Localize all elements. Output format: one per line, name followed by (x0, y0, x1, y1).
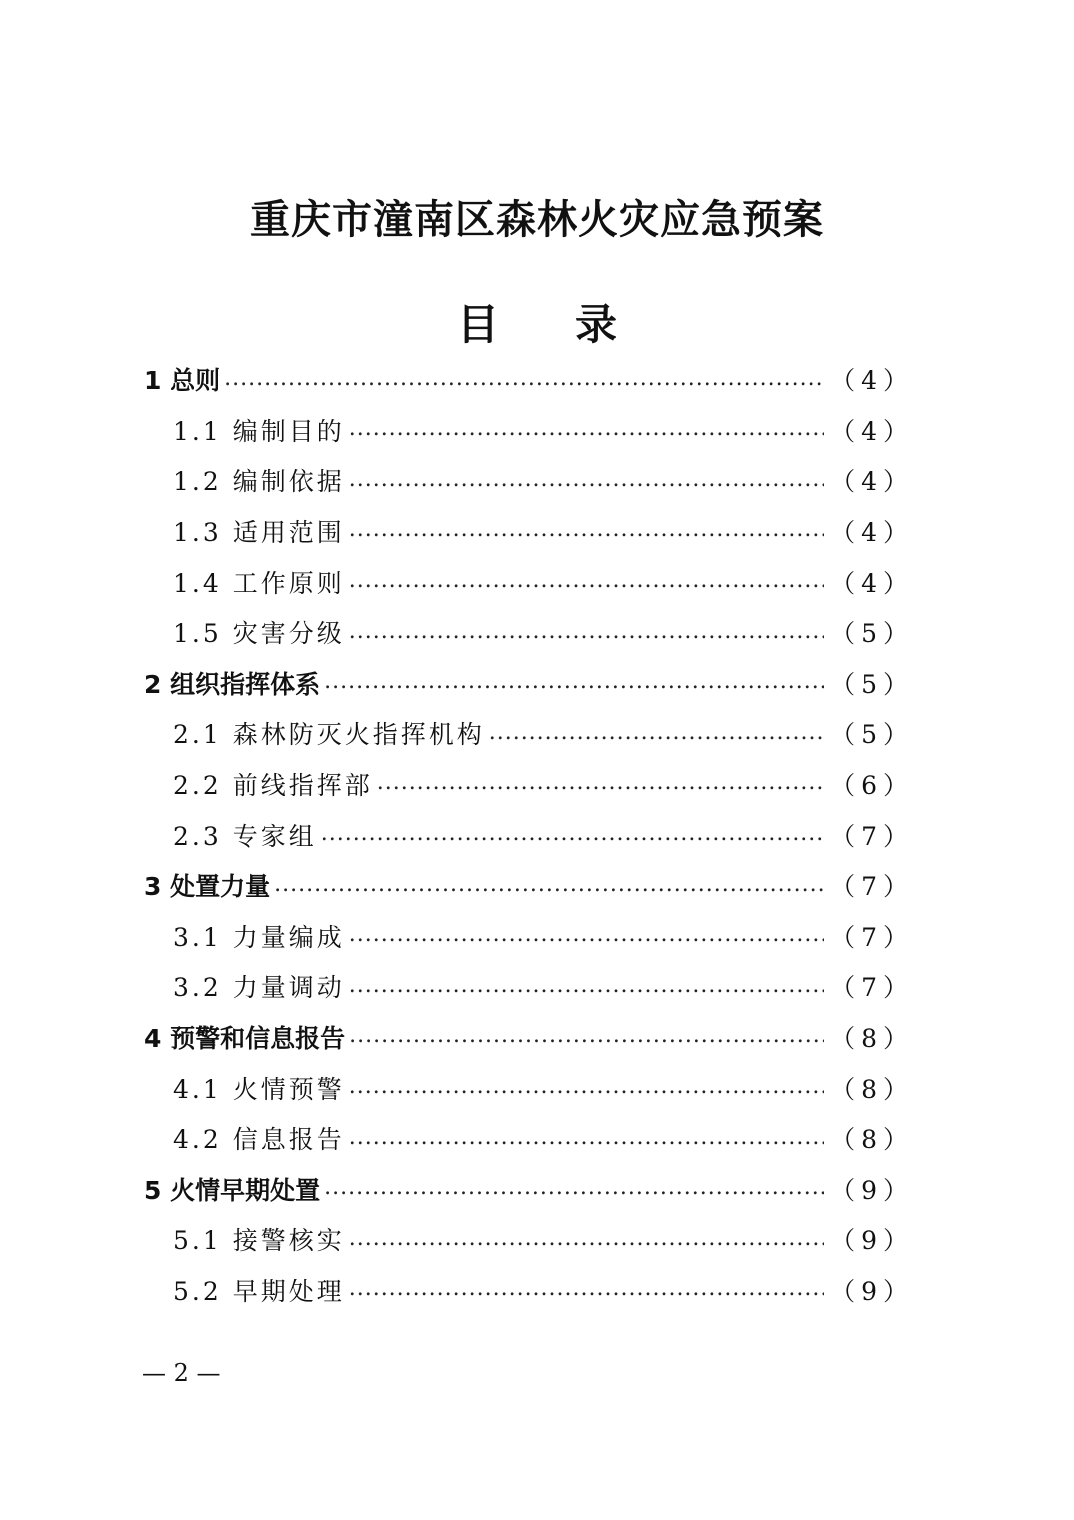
toc-heading (0, 296, 1074, 354)
toc-chapter-entry[interactable] (0, 860, 1074, 911)
toc-section-entry[interactable] (0, 1265, 1074, 1316)
toc-entry-page: （8） (824, 1012, 914, 1063)
toc-chapter-entry[interactable] (0, 658, 1074, 709)
toc-entry-page: （4） (824, 506, 914, 557)
toc-section-entry[interactable] (0, 455, 1074, 506)
toc-entry-page: （4） (824, 455, 914, 506)
toc-entry-label: 5.1 接警核实 (173, 1226, 345, 1256)
page-number-footer: — 2 — (142, 1359, 221, 1387)
toc-section-entry[interactable] (0, 1214, 1074, 1265)
toc-entry-label: 2.3 专家组 (173, 821, 317, 851)
toc-entry-label: 1.1 编制目的 (173, 416, 345, 446)
toc-entry-page: （7） (824, 911, 914, 962)
toc-entry-page: （5） (824, 658, 914, 709)
toc-entry-label: 3.1 力量编成 (173, 922, 345, 952)
toc-section-entry[interactable] (0, 556, 1074, 607)
toc-entry-label: 1.3 适用范围 (173, 518, 345, 548)
toc-chapter-entry[interactable] (0, 1012, 1074, 1063)
toc-chapter-entry[interactable] (0, 354, 1074, 405)
toc-section-entry[interactable] (0, 405, 1074, 456)
toc-entry-page: （9） (824, 1214, 914, 1265)
toc-section-entry[interactable] (0, 506, 1074, 557)
toc-dot-leader (324, 1175, 910, 1214)
toc-entry-label: 1.5 灾害分级 (173, 619, 345, 649)
toc-entry-page: （7） (824, 809, 914, 860)
table-of-contents (0, 354, 1074, 1315)
toc-entry-page: （4） (824, 405, 914, 456)
toc-entry-page: （4） (824, 354, 914, 405)
toc-section-entry[interactable] (0, 961, 1074, 1012)
toc-entry-label: 4 预警和信息报告 (144, 1024, 346, 1054)
toc-entry-page: （9） (824, 1164, 914, 1215)
toc-entry-label: 3 处置力量 (144, 872, 271, 902)
toc-dot-leader (224, 366, 910, 405)
toc-section-entry[interactable] (0, 1062, 1074, 1113)
toc-entry-page: （7） (824, 961, 914, 1012)
toc-section-entry[interactable] (0, 607, 1074, 658)
toc-section-entry[interactable] (0, 759, 1074, 810)
toc-entry-label: 1.2 编制依据 (173, 467, 345, 497)
toc-dot-leader (324, 669, 910, 708)
toc-entry-page: （5） (824, 708, 914, 759)
document-title: 重庆市潼南区森林火灾应急预案 (250, 196, 824, 243)
toc-heading-left: 目 (456, 300, 499, 349)
toc-section-entry[interactable] (0, 911, 1074, 962)
toc-dot-leader (321, 821, 910, 860)
toc-chapter-entry[interactable] (0, 1164, 1074, 1215)
toc-entry-page: （9） (824, 1265, 914, 1316)
toc-section-entry[interactable] (0, 1113, 1074, 1164)
toc-entry-label: 2.2 前线指挥部 (173, 771, 373, 801)
toc-heading-right: 录 (575, 300, 618, 349)
toc-section-entry[interactable] (0, 809, 1074, 860)
toc-entry-label: 3.2 力量调动 (173, 973, 345, 1003)
toc-entry-page: （8） (824, 1113, 914, 1164)
toc-entry-page: （5） (824, 607, 914, 658)
toc-entry-label: 4.1 火情预警 (173, 1074, 345, 1104)
toc-entry-label: 5 火情早期处置 (144, 1175, 321, 1205)
toc-entry-label: 4.2 信息报告 (173, 1125, 345, 1155)
toc-entry-page: （6） (824, 759, 914, 810)
toc-entry-label: 1.4 工作原则 (173, 568, 345, 598)
toc-entry-label: 5.2 早期处理 (173, 1276, 345, 1306)
toc-section-entry[interactable] (0, 708, 1074, 759)
toc-entry-label: 2 组织指挥体系 (144, 669, 321, 699)
toc-entry-page: （7） (824, 860, 914, 911)
toc-dot-leader (274, 872, 910, 911)
toc-entry-label: 2.1 森林防灭火指挥机构 (173, 720, 485, 750)
toc-entry-page: （4） (824, 556, 914, 607)
toc-entry-label: 1 总则 (144, 366, 221, 396)
toc-entry-page: （8） (824, 1062, 914, 1113)
